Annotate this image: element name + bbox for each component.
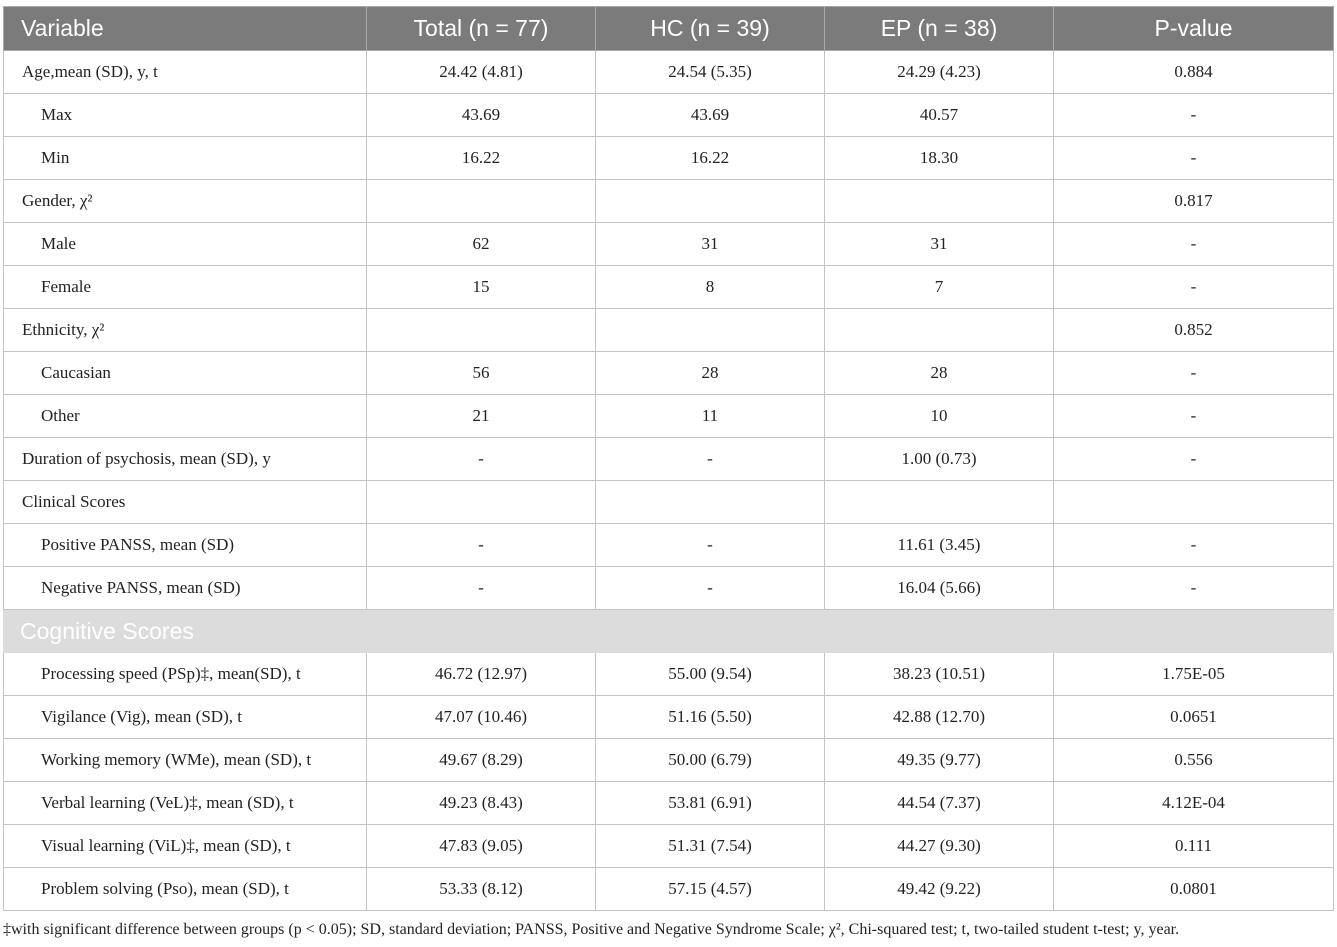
row-label: Negative PANSS, mean (SD): [4, 567, 367, 610]
table-row: [4, 137, 1334, 180]
cell-ep: [825, 309, 1054, 352]
cell-hc: -: [596, 524, 825, 567]
cell-p-value: -: [1054, 266, 1334, 309]
cell-p-value: 0.556: [1054, 739, 1334, 782]
cell-hc: -: [596, 567, 825, 610]
cell-total: 47.07 (10.46): [367, 696, 596, 739]
cell-ep: [825, 481, 1054, 524]
cell-hc: 24.54 (5.35): [596, 51, 825, 94]
table-row: [4, 782, 1334, 825]
cell-p-value: 1.75E-05: [1054, 653, 1334, 696]
cell-total: 43.69: [367, 94, 596, 137]
table-footnote: ‡with significant difference between groups (p < 0.05); SD, standard deviation; PANSS, Positive and Negative Syndrome Scale; χ², Chi-squared test; t, two-tailed student t-test; y, year.: [3, 921, 1180, 938]
header-hc: HC (n = 39): [596, 7, 825, 51]
cell-p-value: -: [1054, 94, 1334, 137]
cell-hc: -: [596, 438, 825, 481]
cell-hc: [596, 481, 825, 524]
header-total: Total (n = 77): [367, 7, 596, 51]
cell-total: 49.67 (8.29): [367, 739, 596, 782]
cell-p-value: -: [1054, 438, 1334, 481]
cell-ep: 1.00 (0.73): [825, 438, 1054, 481]
table-row: [4, 438, 1334, 481]
cell-total: 15: [367, 266, 596, 309]
row-label: Processing speed (PSp)‡, mean(SD), t: [4, 653, 367, 696]
table-header-row: [4, 7, 1334, 51]
cell-ep: 44.54 (7.37): [825, 782, 1054, 825]
cell-hc: 8: [596, 266, 825, 309]
cell-total: 21: [367, 395, 596, 438]
cell-ep: 44.27 (9.30): [825, 825, 1054, 868]
table-row: [4, 696, 1334, 739]
row-label: Clinical Scores: [4, 481, 367, 524]
cell-p-value: -: [1054, 352, 1334, 395]
table-row: [4, 524, 1334, 567]
table-row: [4, 51, 1334, 94]
row-label: Other: [4, 395, 367, 438]
cell-hc: 16.22: [596, 137, 825, 180]
row-label: Ethnicity, χ²: [4, 309, 367, 352]
cell-ep: [825, 180, 1054, 223]
table-row: [4, 309, 1334, 352]
cell-hc: [596, 180, 825, 223]
cell-total: 62: [367, 223, 596, 266]
cell-p-value: 0.0651: [1054, 696, 1334, 739]
cell-total: [367, 481, 596, 524]
cell-hc: [596, 309, 825, 352]
cell-total: -: [367, 524, 596, 567]
table-row: [4, 868, 1334, 911]
row-label: Male: [4, 223, 367, 266]
cell-hc: 11: [596, 395, 825, 438]
cell-ep: 38.23 (10.51): [825, 653, 1054, 696]
table-row: [4, 223, 1334, 266]
table-row: [4, 825, 1334, 868]
cell-ep: 42.88 (12.70): [825, 696, 1054, 739]
cell-p-value: 0.817: [1054, 180, 1334, 223]
cell-p-value: 0.884: [1054, 51, 1334, 94]
cell-hc: 51.16 (5.50): [596, 696, 825, 739]
row-label: Female: [4, 266, 367, 309]
table-row: [4, 94, 1334, 137]
cell-p-value: 0.0801: [1054, 868, 1334, 911]
section-title: Cognitive Scores: [4, 610, 1334, 653]
cell-hc: 50.00 (6.79): [596, 739, 825, 782]
row-label: Caucasian: [4, 352, 367, 395]
row-label: Visual learning (ViL)‡, mean (SD), t: [4, 825, 367, 868]
cell-p-value: 0.111: [1054, 825, 1334, 868]
row-label: Gender, χ²: [4, 180, 367, 223]
cell-ep: 7: [825, 266, 1054, 309]
table-body: [4, 51, 1334, 911]
row-label: Positive PANSS, mean (SD): [4, 524, 367, 567]
table-row: [4, 395, 1334, 438]
cell-total: 49.23 (8.43): [367, 782, 596, 825]
row-label: Working memory (WMe), mean (SD), t: [4, 739, 367, 782]
cell-ep: 49.35 (9.77): [825, 739, 1054, 782]
cell-hc: 51.31 (7.54): [596, 825, 825, 868]
header-p-value: P-value: [1054, 7, 1334, 51]
cell-ep: 11.61 (3.45): [825, 524, 1054, 567]
cell-ep: 28: [825, 352, 1054, 395]
cell-hc: 55.00 (9.54): [596, 653, 825, 696]
row-label: Vigilance (Vig), mean (SD), t: [4, 696, 367, 739]
cell-hc: 31: [596, 223, 825, 266]
demographics-table: [3, 6, 1334, 911]
cell-ep: 18.30: [825, 137, 1054, 180]
header-variable: Variable: [4, 7, 367, 51]
cell-ep: 31: [825, 223, 1054, 266]
cell-ep: 24.29 (4.23): [825, 51, 1054, 94]
cell-ep: 40.57: [825, 94, 1054, 137]
cell-hc: 53.81 (6.91): [596, 782, 825, 825]
cell-ep: 49.42 (9.22): [825, 868, 1054, 911]
cell-p-value: [1054, 481, 1334, 524]
cell-total: [367, 309, 596, 352]
table-row: [4, 180, 1334, 223]
cell-total: 46.72 (12.97): [367, 653, 596, 696]
cell-total: -: [367, 567, 596, 610]
cell-total: 24.42 (4.81): [367, 51, 596, 94]
row-label: Duration of psychosis, mean (SD), y: [4, 438, 367, 481]
cell-ep: 10: [825, 395, 1054, 438]
row-label: Age,mean (SD), y, t: [4, 51, 367, 94]
table-row: [4, 481, 1334, 524]
table-row: [4, 653, 1334, 696]
row-label: Verbal learning (VeL)‡, mean (SD), t: [4, 782, 367, 825]
cell-hc: 43.69: [596, 94, 825, 137]
cell-p-value: -: [1054, 223, 1334, 266]
row-label: Max: [4, 94, 367, 137]
cell-total: [367, 180, 596, 223]
cell-total: -: [367, 438, 596, 481]
table-row: [4, 266, 1334, 309]
cell-total: 53.33 (8.12): [367, 868, 596, 911]
section-header-row: [4, 610, 1334, 653]
cell-total: 16.22: [367, 137, 596, 180]
cell-ep: 16.04 (5.66): [825, 567, 1054, 610]
table-row: [4, 352, 1334, 395]
cell-hc: 28: [596, 352, 825, 395]
header-ep: EP (n = 38): [825, 7, 1054, 51]
cell-hc: 57.15 (4.57): [596, 868, 825, 911]
cell-p-value: -: [1054, 395, 1334, 438]
cell-total: 47.83 (9.05): [367, 825, 596, 868]
cell-p-value: -: [1054, 567, 1334, 610]
cell-total: 56: [367, 352, 596, 395]
table-row: [4, 739, 1334, 782]
row-label: Problem solving (Pso), mean (SD), t: [4, 868, 367, 911]
cell-p-value: 4.12E-04: [1054, 782, 1334, 825]
cell-p-value: -: [1054, 137, 1334, 180]
cell-p-value: -: [1054, 524, 1334, 567]
row-label: Min: [4, 137, 367, 180]
cell-p-value: 0.852: [1054, 309, 1334, 352]
table-row: [4, 567, 1334, 610]
